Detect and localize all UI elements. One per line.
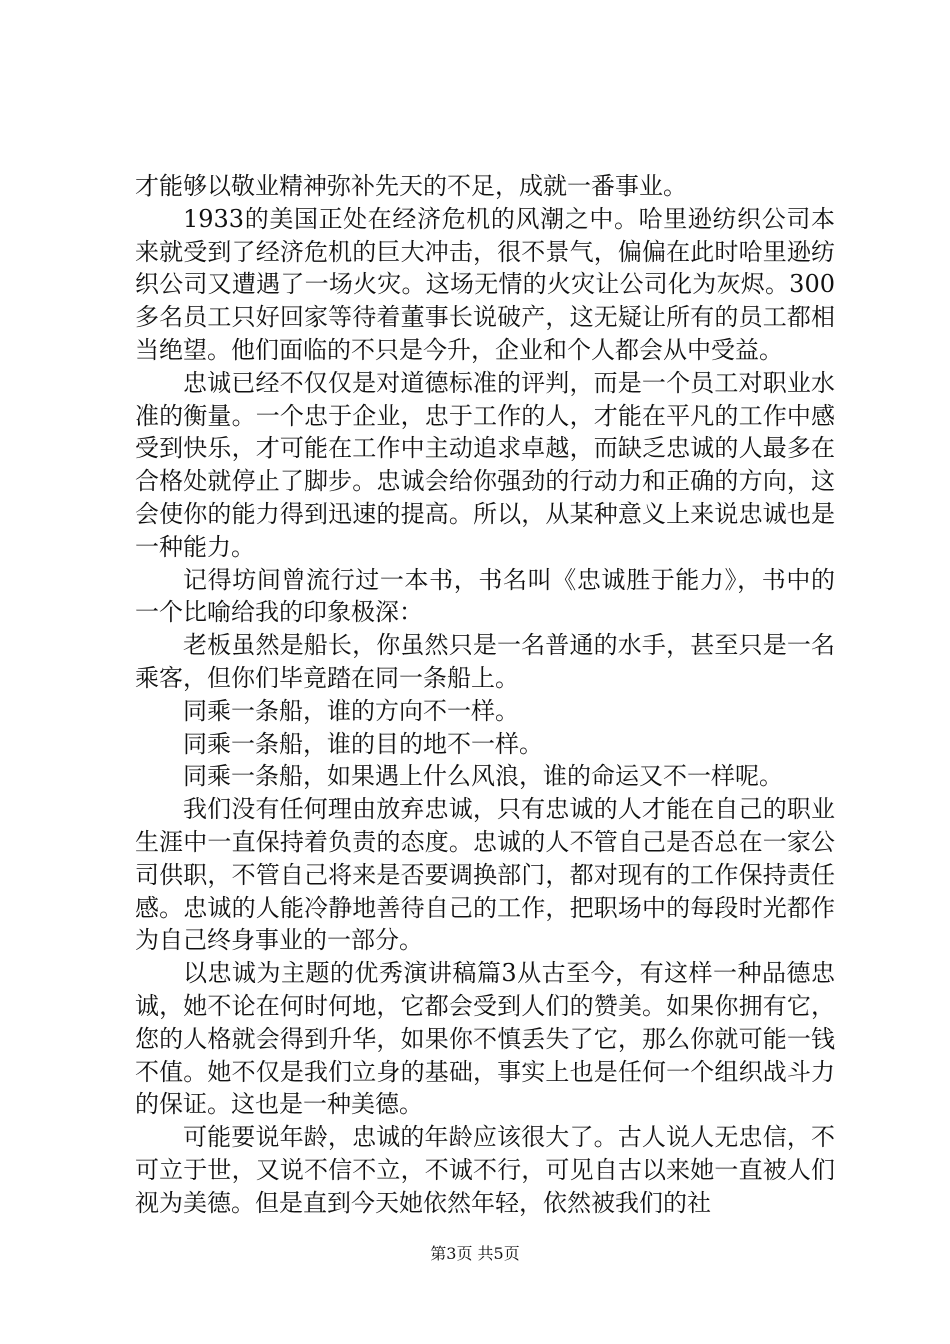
paragraph-2: 1933的美国正处在经济危机的风潮之中。哈里逊纺织公司本来就受到了经济危机的巨大冲击，很不景气，偏偏在此时哈里逊纺织公司又遭遇了一场火灾。这场无情的火灾让公司化为灰烬。300多名员工只好回家等待着董事长说破产，这无疑让所有的员工都相当绝望。他们面临的不只是今升，企业和个人都会从中受益。 <box>135 204 835 364</box>
paragraph-8: 同乘一条船，如果遇上什么风浪，谁的命运又不一样呢。 <box>183 762 783 791</box>
paragraph-9: 我们没有任何理由放弃忠诚，只有忠诚的人才能在自己的职业生涯中一直保持着负责的态度。忠诚的人不管自己是否总在一家公司供职，不管自己将来是否要调换部门，都对现有的工作保持责任感。忠诚的人能冷静地善待自己的工作，把职场中的每段时光都作为自己终身事业的一部分。 <box>135 795 835 955</box>
page-footer: 第3页 共5页 <box>430 1244 520 1263</box>
paragraph-4: 记得坊间曾流行过一本书，书名叫《忠诚胜于能力》，书中的一个比喻给我的印象极深： <box>135 565 835 627</box>
paragraph-10: 以忠诚为主题的优秀演讲稿篇3从古至今，有这样一种品德忠诚，她不论在何时何地，它都会受到人们的赞美。如果你拥有它，您的人格就会得到升华，如果你不慎丢失了它，那么你就可能一钱不值。她不仅是我们立身的基础，事实上也是任何一个组织战斗力的保证。这也是一种美德。 <box>135 959 835 1119</box>
document-body <box>135 170 835 1220</box>
paragraph-11: 可能要说年龄，忠诚的年龄应该很大了。古人说人无忠信，不可立于世，又说不信不立，不诚不行，可见自古以来她一直被人们视为美德。但是直到今天她依然年轻，依然被我们的社 <box>135 1123 835 1217</box>
paragraph-5: 老板虽然是船长，你虽然只是一名普通的水手，甚至只是一名乘客，但你们毕竟踏在同一条船上。 <box>135 631 835 692</box>
paragraph-1: 才能够以敬业精神弥补先天的不足，成就一番事业。 <box>135 172 687 200</box>
paragraph-3: 忠诚已经不仅仅是对道德标准的评判，而是一个员工对职业水准的衡量。一个忠于企业，忠于工作的人，才能在平凡的工作中感受到快乐，才可能在工作中主动追求卓越，而缺乏忠诚的人最多在合格处就停止了脚步。忠诚会给你强劲的行动力和正确的方向，这会使你的能力得到迅速的提高。所以，从某种意义上来说忠诚也是一种能力。 <box>135 368 835 561</box>
paragraph-7: 同乘一条船，谁的目的地不一样。 <box>183 729 543 758</box>
paragraph-6: 同乘一条船，谁的方向不一样。 <box>183 696 519 725</box>
